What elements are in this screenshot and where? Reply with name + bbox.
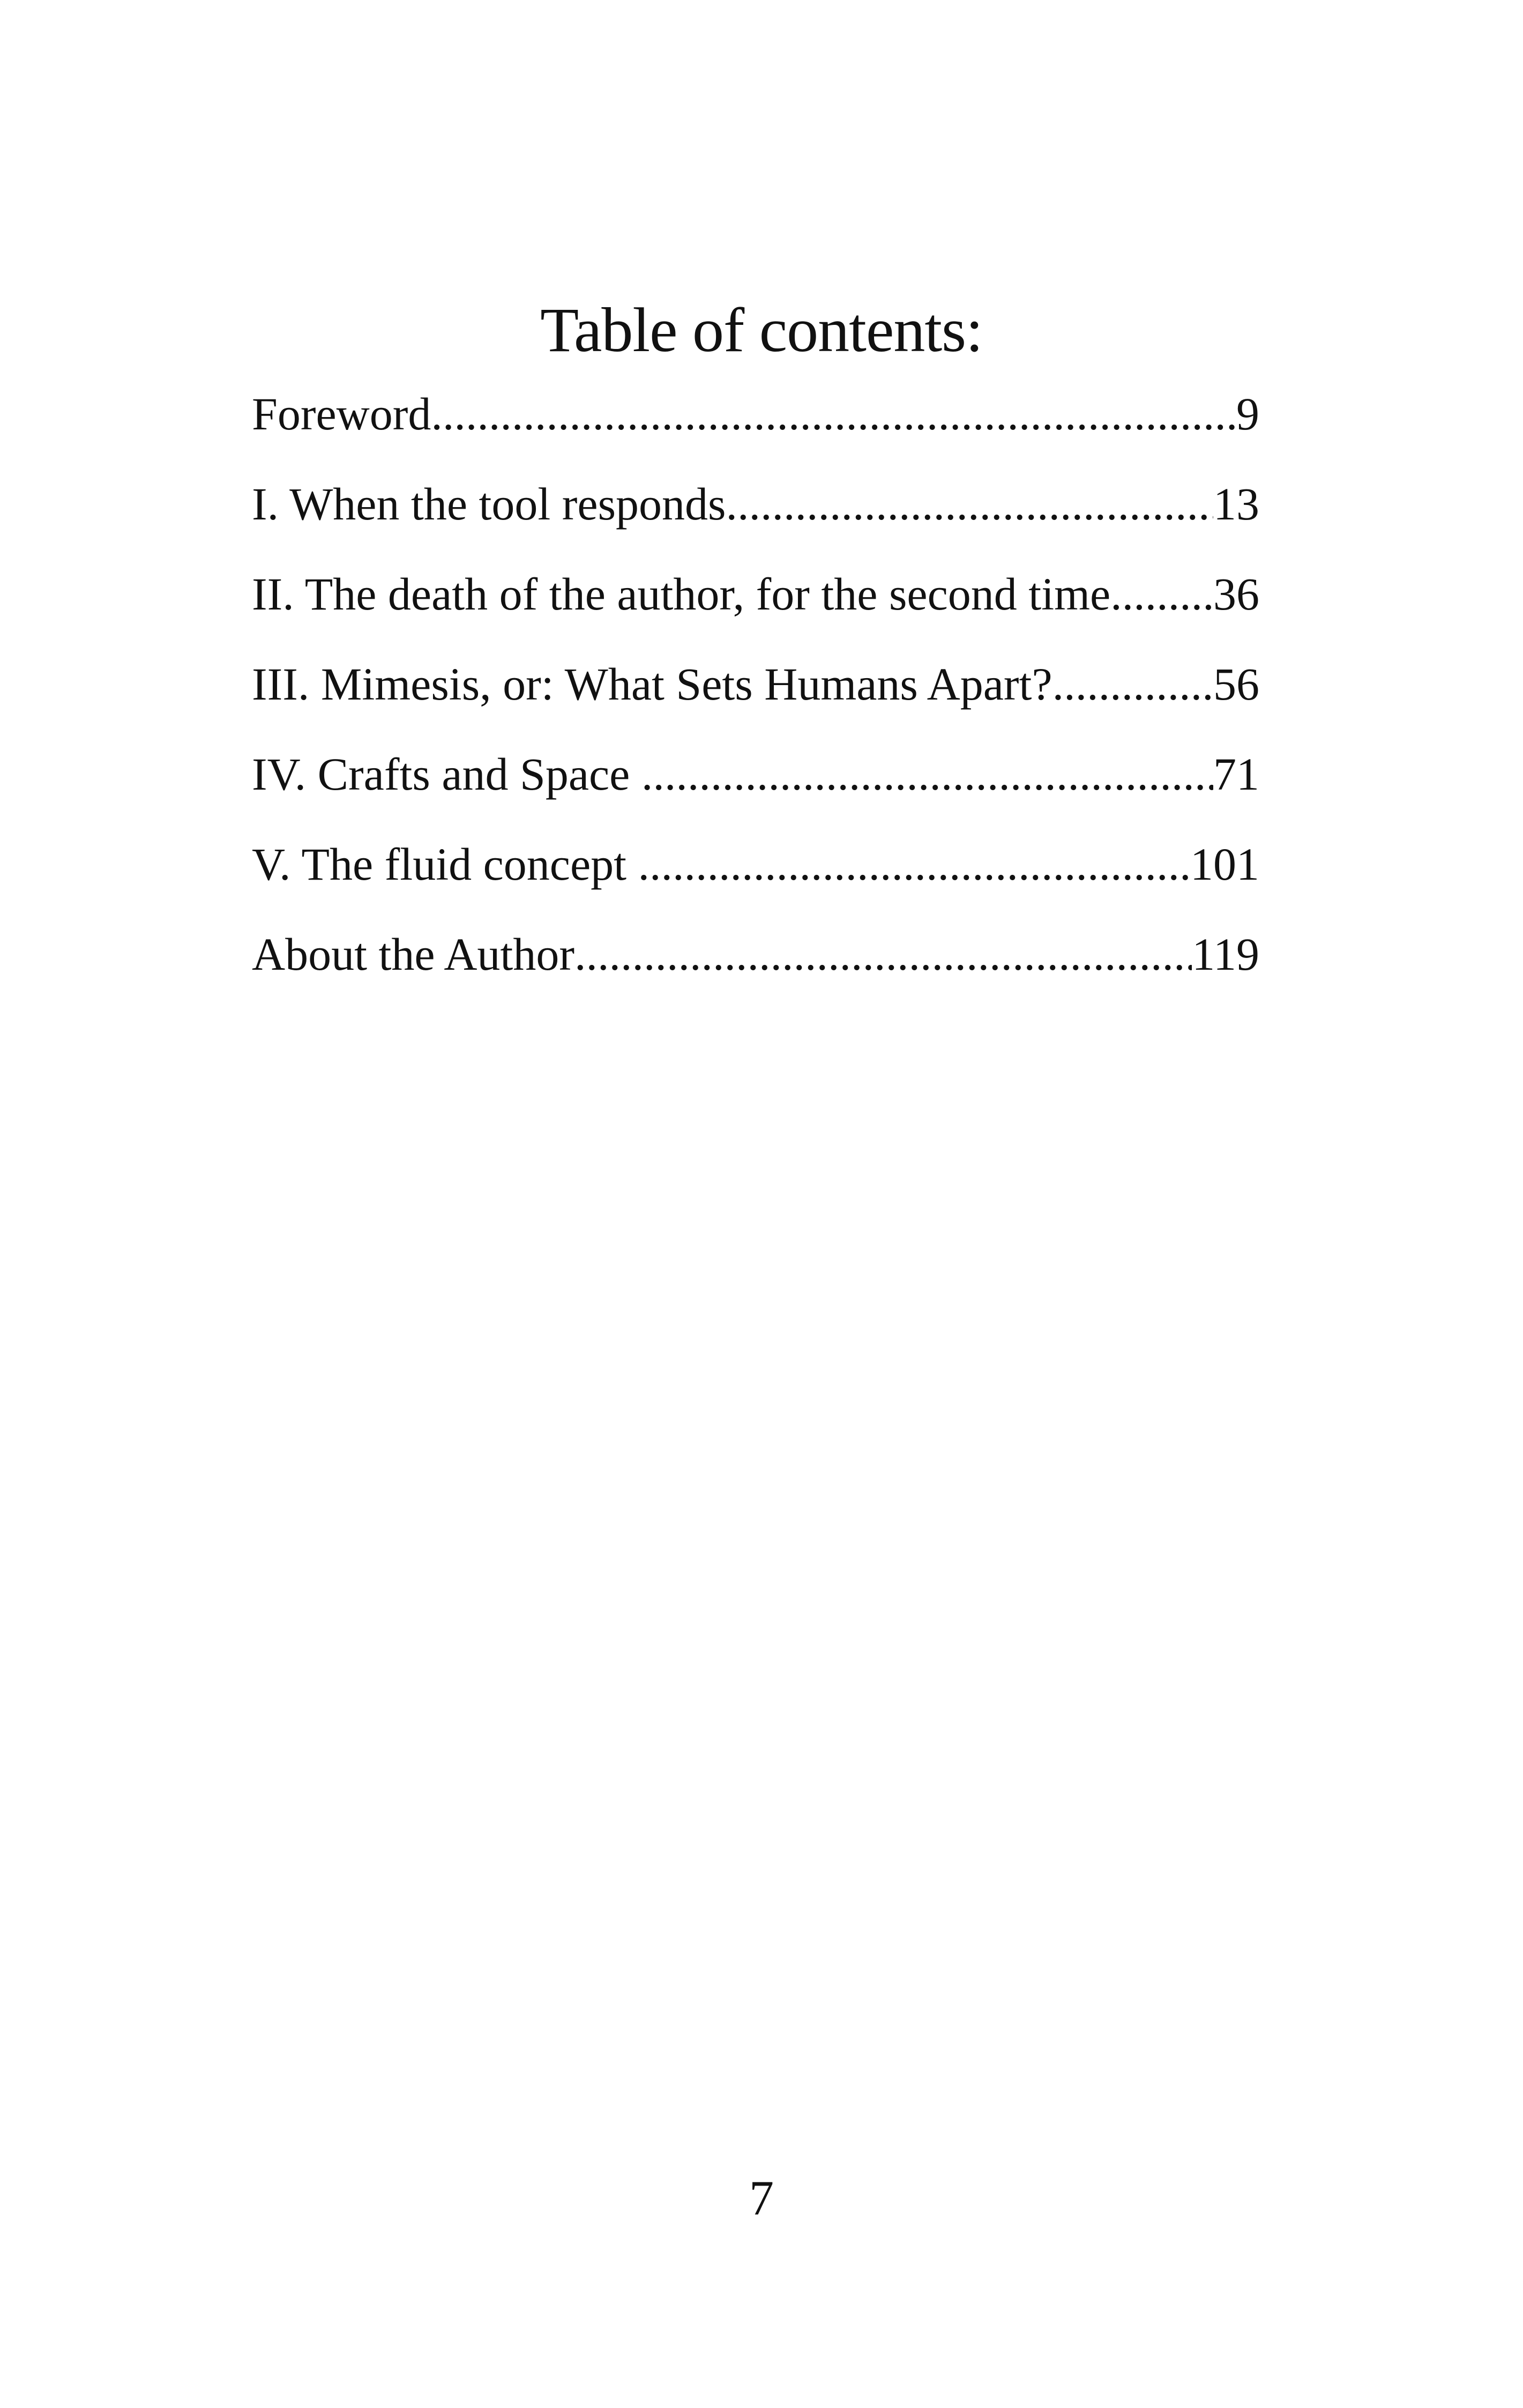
toc-entry-label: I. When the tool responds xyxy=(252,478,726,530)
toc-entry-label: V. The fluid concept xyxy=(252,838,638,890)
dot-leader xyxy=(574,922,1192,986)
toc-entry-label: Foreword xyxy=(252,388,431,440)
toc-entry-page: 36 xyxy=(1213,568,1259,620)
dot-leader xyxy=(641,742,1213,806)
dot-leader xyxy=(431,382,1236,446)
dot-leader xyxy=(1110,562,1213,626)
toc-entry-chapter-1[interactable] xyxy=(252,472,1259,562)
page-number: 7 xyxy=(749,2171,774,2225)
dot-leader xyxy=(638,832,1190,896)
dot-leader xyxy=(1052,652,1213,716)
toc-entry-chapter-3[interactable] xyxy=(252,652,1259,742)
toc-entry-about-author[interactable] xyxy=(252,922,1259,1012)
toc-entry-label: IV. Crafts and Space xyxy=(252,748,641,800)
toc-entry-chapter-2[interactable] xyxy=(252,562,1259,652)
page-title: Table of contents: xyxy=(540,295,983,366)
toc-entry-foreword[interactable] xyxy=(252,382,1259,472)
toc-entry-page: 9 xyxy=(1236,388,1259,440)
toc-entry-page: 71 xyxy=(1213,748,1259,800)
toc-entry-chapter-4[interactable] xyxy=(252,742,1259,832)
toc-entry-label: About the Author xyxy=(252,928,574,980)
toc-entry-page: 119 xyxy=(1192,928,1259,980)
toc-entry-chapter-5[interactable] xyxy=(252,832,1259,922)
dot-leader xyxy=(726,472,1213,536)
toc-entry-page: 13 xyxy=(1213,478,1259,530)
toc-entry-label: II. The death of the author, for the second time xyxy=(252,568,1111,620)
toc-entry-page: 56 xyxy=(1213,658,1259,710)
toc-entry-label: III. Mimesis, or: What Sets Humans Apart? xyxy=(252,658,1052,710)
table-of-contents xyxy=(252,382,1259,1012)
toc-entry-page: 101 xyxy=(1190,838,1259,890)
